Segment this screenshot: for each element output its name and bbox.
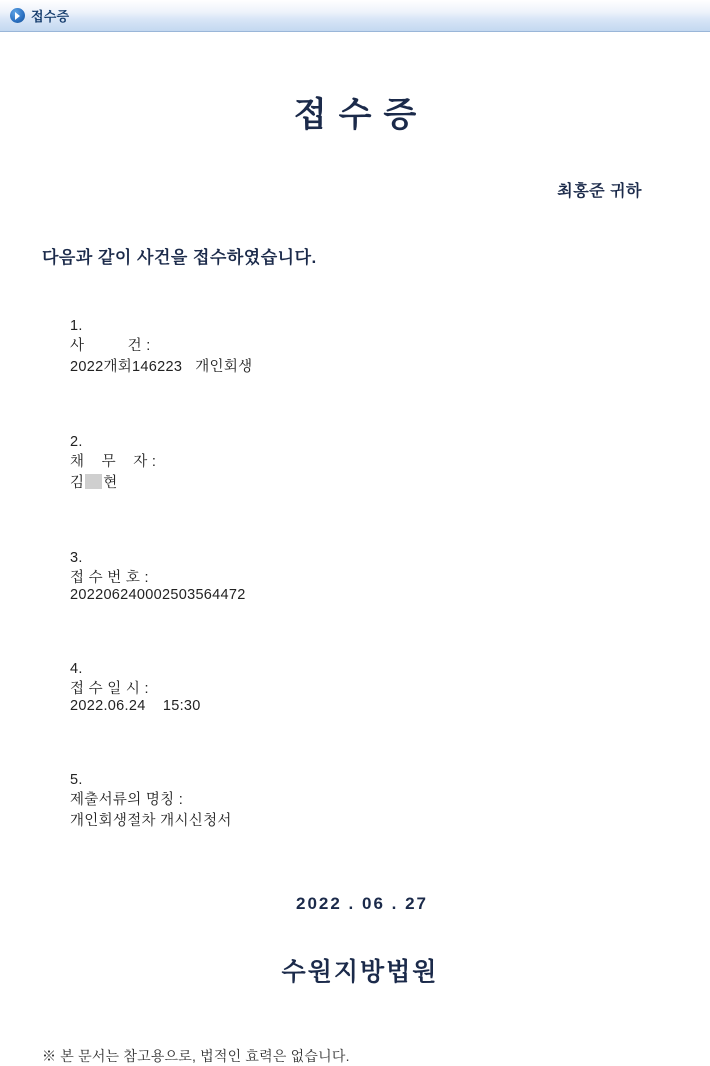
list-item: [44, 645, 670, 730]
item-label: 제출서류의 명칭 :: [69, 792, 184, 808]
item-label: 접 수 번 호 :: [69, 570, 149, 586]
document-title: 접수증: [293, 95, 429, 135]
disclaimer-note: ※ 본 문서는 참고용으로, 법적인 효력은 없습니다.: [42, 1048, 350, 1064]
blue-arrow-icon: [10, 8, 25, 23]
item-number: 1.: [69, 318, 83, 334]
item-value-suffix: 현: [103, 475, 118, 491]
item-value: 2022개회146223 개인회생: [69, 359, 253, 375]
lead-sentence: 다음과 같이 사건을 접수하였습니다.: [42, 248, 317, 267]
list-item: [44, 756, 670, 846]
item-value: 2022.06.24 15:30: [69, 698, 201, 714]
item-value: 개인회생절차 개시신청서: [69, 813, 232, 829]
item-label: 사 건 :: [69, 338, 151, 354]
list-item: [44, 418, 670, 508]
item-number: 5.: [69, 772, 83, 788]
item-label: 접 수 일 시 :: [69, 681, 149, 697]
item-value: 202206240002503564472: [69, 587, 246, 603]
item-label: 채 무 자 :: [69, 454, 157, 470]
item-value-prefix: 김: [69, 475, 85, 491]
document-page: [0, 87, 710, 1066]
court-name: 수원지방법원: [281, 957, 439, 986]
redaction-block: [85, 474, 102, 489]
issue-date: 2022 . 06 . 27: [296, 894, 428, 913]
window-title: 접수증: [31, 9, 70, 24]
item-number: 2.: [69, 434, 83, 450]
list-item: [44, 302, 670, 392]
receipt-item-list: [44, 302, 670, 846]
list-item: [44, 534, 670, 619]
item-number: 3.: [69, 550, 83, 566]
item-number: 4.: [69, 661, 83, 677]
recipient-name: 최홍준 귀하: [557, 183, 642, 200]
window-titlebar: [0, 0, 710, 32]
